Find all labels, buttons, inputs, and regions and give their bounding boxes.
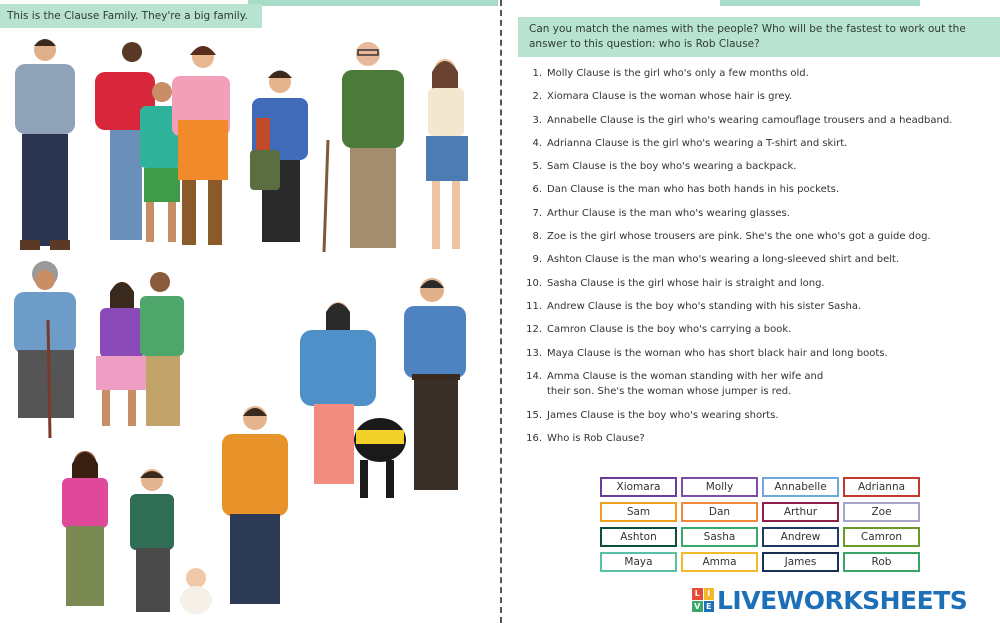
name-box-james[interactable]: James <box>762 552 839 572</box>
liveworksheets-wordmark: LIVEWORKSHEETS <box>717 585 968 615</box>
name-box-molly[interactable]: Molly <box>681 477 758 497</box>
name-box-dan[interactable]: Dan <box>681 502 758 522</box>
name-box-camron[interactable]: Camron <box>843 527 920 547</box>
name-box-ashton[interactable]: Ashton <box>600 527 677 547</box>
statement-item: 15. James Clause is the boy who's wearing shorts. <box>526 409 779 421</box>
name-box-maya[interactable]: Maya <box>600 552 677 572</box>
statement-item: 5. Sam Clause is the boy who's wearing a backpack. <box>532 161 797 173</box>
statement-item: 6. Dan Clause is the man who has both hands in his pockets. <box>532 184 840 196</box>
person-molly <box>180 568 212 614</box>
statement-item: 10. Sasha Clause is the girl whose hair is straight and long. <box>526 277 825 289</box>
title-strip-right <box>720 0 920 6</box>
statement-item: 1. Molly Clause is the girl who's only a few months old. <box>532 68 809 79</box>
statement-item: 12. Camron Clause is the boy who's carrying a book. <box>526 324 792 336</box>
statement-item: 13. Maya Clause is the woman who has short black hair and long boots. <box>526 347 888 359</box>
left-banner: This is the Clause Family. They're a big family. <box>0 4 262 28</box>
statement-item: 7. Arthur Clause is the man who's wearing glasses. <box>532 207 790 219</box>
person-ashton <box>404 278 466 490</box>
name-box-xiomara[interactable]: Xiomara <box>600 477 677 497</box>
person-adrianna-mother <box>172 46 230 245</box>
name-box-amma[interactable]: Amma <box>681 552 758 572</box>
statement-item: 9. Ashton Clause is the man who's wearing a long-sleeved shirt and belt. <box>532 254 900 266</box>
person-dan <box>15 39 75 250</box>
person-rob <box>222 406 288 604</box>
statement-item: 2. Xiomara Clause is the woman whose hair is grey. <box>532 91 793 103</box>
person-sasha-tshirt <box>426 59 468 249</box>
person-xiomara <box>14 261 76 438</box>
person-annabelle <box>62 451 108 606</box>
page-divider <box>500 0 502 623</box>
statement-list <box>522 66 982 454</box>
statement-item: 16. Who is Rob Clause? <box>526 433 645 445</box>
person-sasha <box>96 282 146 426</box>
person-andrew <box>140 272 184 426</box>
name-box-arthur[interactable]: Arthur <box>762 502 839 522</box>
right-banner: Can you match the names with the people? Who will be the fastest to work out the answer to this question: who is Rob Clause? <box>518 17 1000 57</box>
statement-item: 8. Zoe is the girl whose trousers are pink. She's the one who's got a guide dog. <box>532 231 931 243</box>
name-box-grid <box>600 477 920 572</box>
statement-item: 14. Amma Clause is the woman standing with her wife and their son. She's the woman whose jumper is red. <box>526 370 824 397</box>
person-sam <box>130 469 174 612</box>
name-box-sasha[interactable]: Sasha <box>681 527 758 547</box>
liveworksheets-logo <box>692 585 967 615</box>
name-box-rob[interactable]: Rob <box>843 552 920 572</box>
name-box-adrianna[interactable]: Adrianna <box>843 477 920 497</box>
name-box-andrew[interactable]: Andrew <box>762 527 839 547</box>
person-arthur <box>324 42 404 252</box>
name-box-zoe[interactable]: Zoe <box>843 502 920 522</box>
liveworksheets-badge-icon: L I V E <box>692 588 714 612</box>
person-zoe <box>300 302 406 498</box>
statement-item: 3. Annabelle Clause is the girl who's wearing camouflage trousers and a headband. <box>532 114 953 126</box>
person-camron <box>250 71 308 243</box>
statement-item: 11. Andrew Clause is the boy who's standing with his sister Sasha. <box>526 300 862 312</box>
statement-item: 4. Adrianna Clause is the girl who's wearing a T-shirt and skirt. <box>532 137 848 149</box>
name-box-sam[interactable]: Sam <box>600 502 677 522</box>
name-box-annabelle[interactable]: Annabelle <box>762 477 839 497</box>
